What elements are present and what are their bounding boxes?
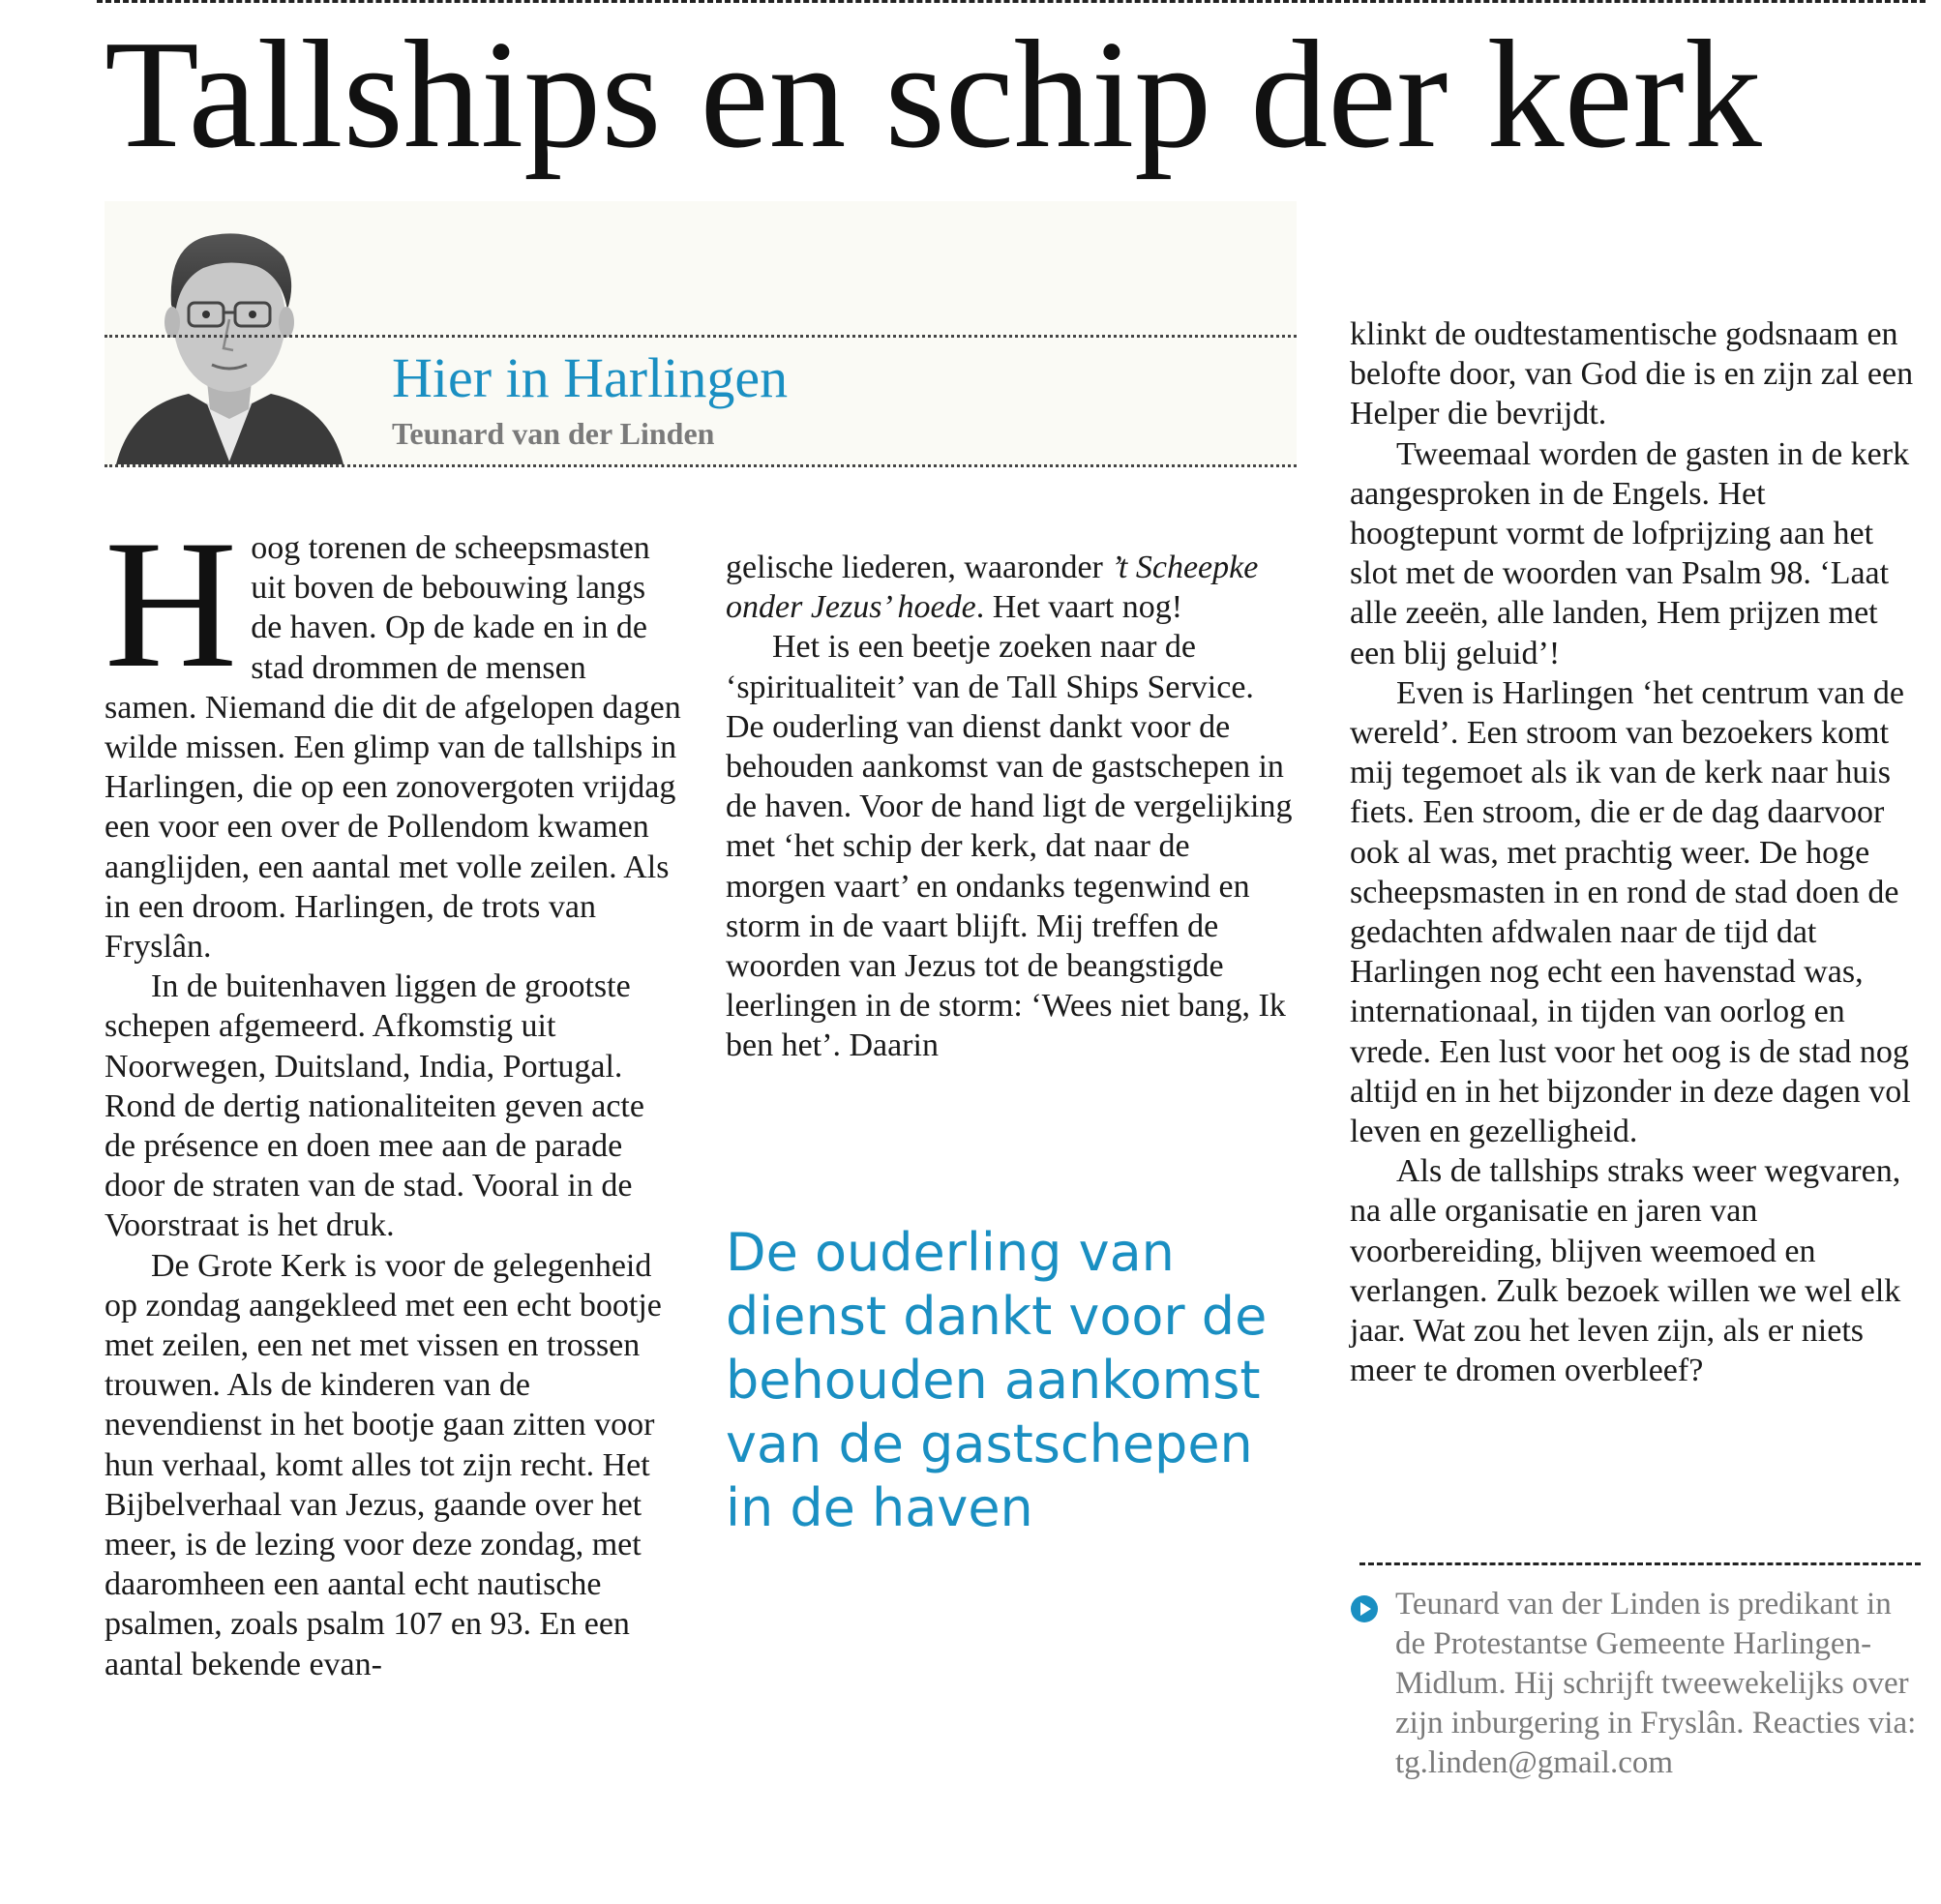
bio-text: Teunard van der Linden is predikant in de Protestantse Gemeente Harlingen-Midlum. Hij schrijft tweewekelijks over zijn inburgering in Fryslân. Reacties via: tg.linden@gmail.com (1395, 1587, 1917, 1780)
header-dotted-rule-bottom (105, 464, 1297, 467)
play-arrow-circle-icon (1350, 1594, 1379, 1623)
paragraph: Als de tallships straks weer wegvaren, na alle organisatie en jaren van voorbereiding, blijven weemoed en verlangen. Zulk bezoek willen we wel elk jaar. Wat zou het leven zijn, als er niets meer te dromen overbleef? (1350, 1153, 1901, 1389)
paragraph-text: oog torenen de scheepsmasten uit boven de bebouwing langs de haven. Op de kade en in de stad drommen de mensen samen. Niemand die dit de afgelopen dagen wilde missen. Een glimp van de tallships in Harlingen, die op een zonovergoten vrijdag een voor een over de Pollendom kwamen aanglijden, een aantal met volle zeilen. Als in een droom. Harlingen, de trots van Fryslân. (105, 530, 681, 966)
song-title: ’t Scheepke onder Jezus’ hoede (726, 550, 1259, 626)
header-dotted-rule-top (105, 335, 1297, 338)
pull-quote: De ouderling van dienst dankt voor de behouden aankomst van de gastschepen in de haven (726, 1222, 1268, 1538)
paragraph: In de buitenhaven liggen de grootste schepen afgemeerd. Afkomstig uit Noorwegen, Duitsland, India, Portugal. Rond de dertig nationaliteiten geven acte de présence en doen mee aan de parade door de straten van de stad. Vooral in de Voorstraat is het druk. (105, 968, 644, 1244)
author-name: Teunard van der Linden (392, 416, 715, 451)
author-bio (1395, 1585, 1923, 1783)
bio-dashed-rule (1359, 1562, 1921, 1565)
paragraph-text: gelische liederen, waaronder (726, 550, 1112, 585)
paragraph: Even is Harlingen ‘het centrum van de wereld’. Een stroom van bezoekers komt mij tegemoet als ik van de kerk naar huis fiets. Een stroom, die er de dag daarvoor ook al was, met prachtig weer. De hoge scheepsmasten in en rond de stad doen de gedachten afdwalen naar de tijd dat Harlingen nog echt een havenstad was, internationaal, in tijden van oorlog en vrede. Een lust voor het oog is de stad nog altijd en in het bijzonder in deze dagen vol leven en gezelligheid. (1350, 674, 1911, 1150)
column-title: Hier in Harlingen (392, 346, 789, 409)
paragraph-text: . Het vaart nog! (975, 589, 1183, 626)
paragraph (726, 548, 1297, 627)
paragraph: De Grote Kerk is voor de gelegenheid op zondag aangekleed met een echt bootje met zeilen, een net met vissen en trossen trouwen. Als de kinderen van de nevendienst in het bootje gaan zitten voor hun verhaal, komt alles tot zijn recht. Het Bijbelverhaal van Jezus, gaande over het meer, is de lezing voor deze zondag, met daaromheen een aantal echt nautische psalmen, zoals psalm 107 en 93. En een aantal bekende evan- (105, 1247, 662, 1682)
paragraph (105, 503, 681, 967)
article-column-1 (105, 503, 681, 1684)
paragraph: Tweemaal worden de gasten in de kerk aangesproken in de Engels. Het hoogtepunt vormt de lofprijzing aan het slot met de woorden van Psalm 98. ‘Laat alle zeeën, alle landen, Hem prijzen met een blij geluid’! (1350, 435, 1910, 671)
article-column-2 (726, 548, 1297, 1066)
article-column-3 (1350, 314, 1921, 1390)
paragraph: klinkt de oudtestamentische godsnaam en belofte door, van God die is en zijn zal een Helper die bevrijdt. (1350, 316, 1914, 432)
paragraph: Het is een beetje zoeken naar de ‘spiritualiteit’ van de Tall Ships Service. De ouderling van dienst dankt voor de behouden aankomst van de gastschepen in de haven. Voor de hand ligt de vergelijking met ‘het schip der kerk, dat naar de morgen vaart’ en ondanks tegenwind en storm in de vaart blijft. Mij treffen de woorden van Jezus tot de beangstigde leerlingen in de storm: ‘Wees niet bang, Ik ben het’. Daarin (726, 629, 1293, 1064)
top-dashed-rule (97, 0, 1926, 3)
drop-cap: H (105, 503, 238, 706)
headline: Tallships en schip der kerk (105, 8, 1762, 180)
